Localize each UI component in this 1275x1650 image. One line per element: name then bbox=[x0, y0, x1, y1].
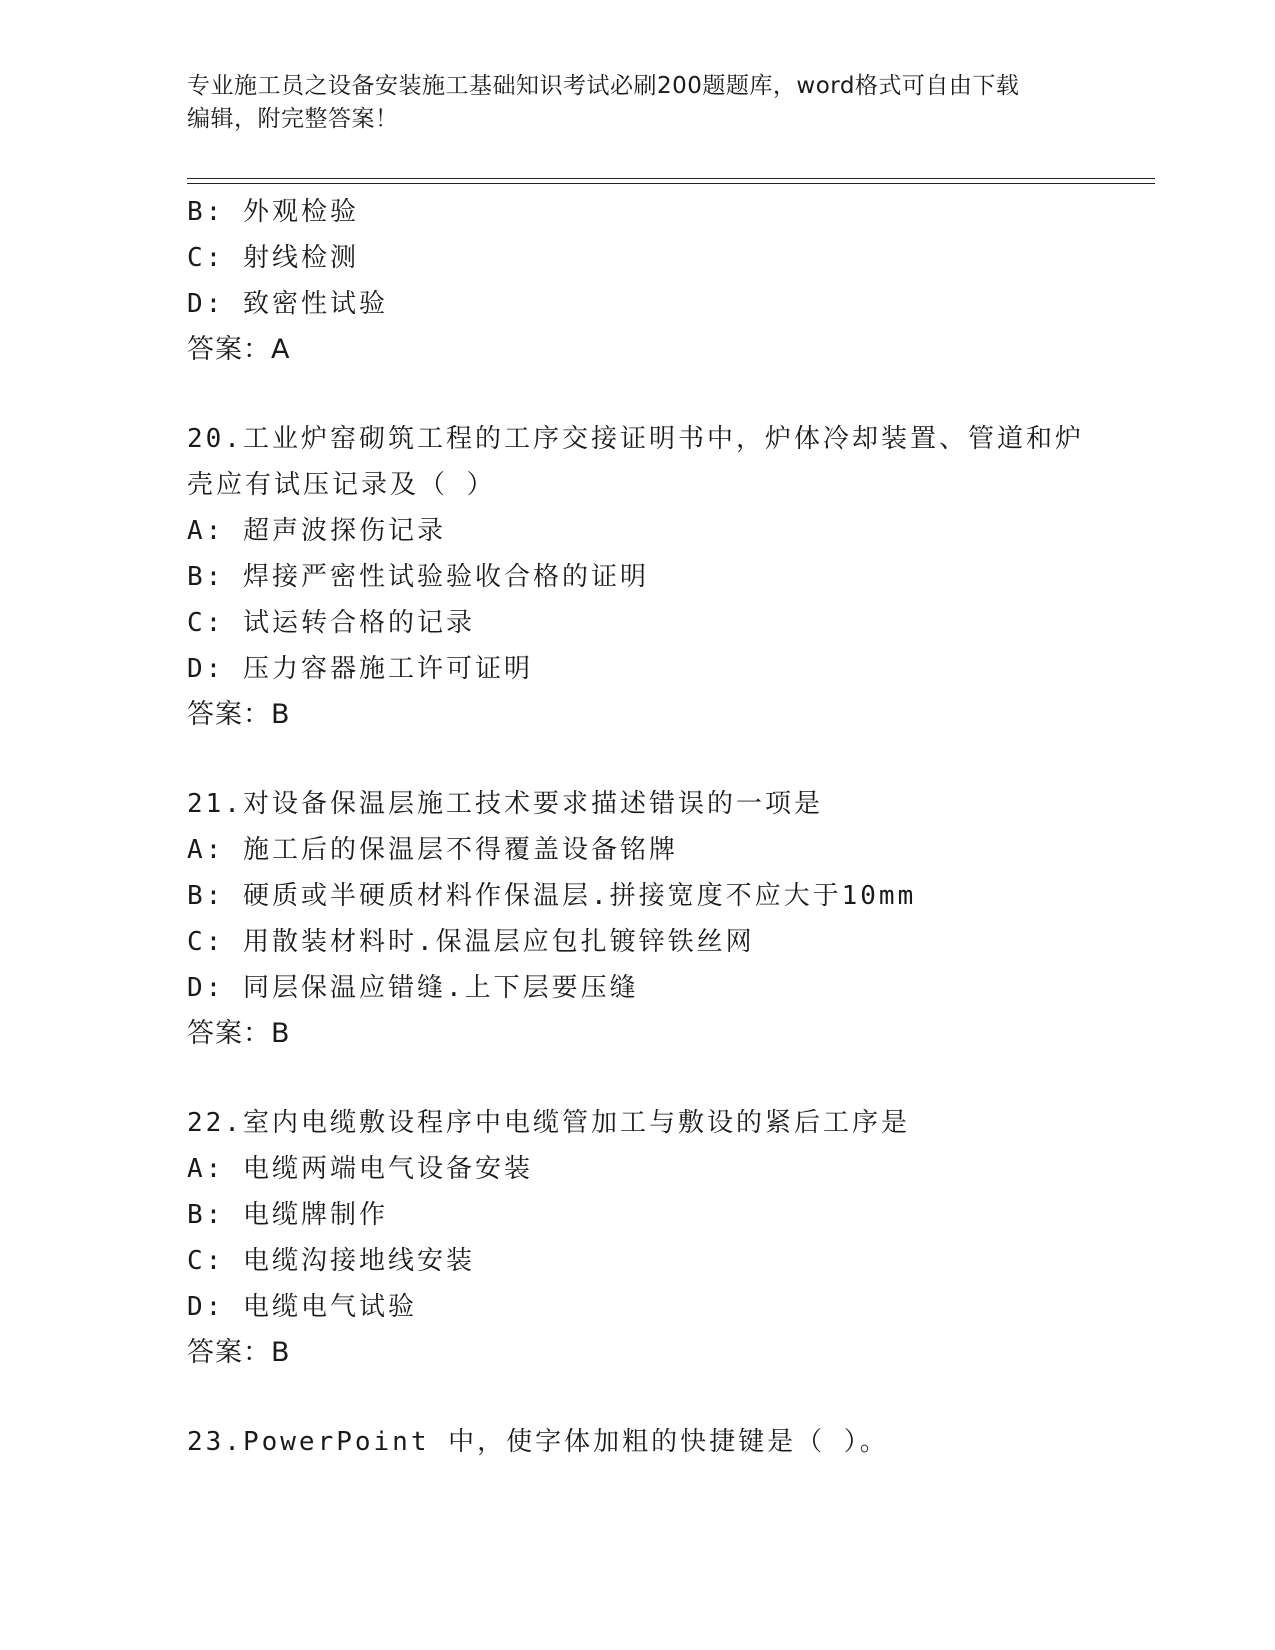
question-text: 23.PowerPoint 中，使字体加粗的快捷键是（ ）。 bbox=[187, 1427, 889, 1457]
answer: 答案：B bbox=[187, 699, 291, 730]
answer: 答案：B bbox=[187, 1018, 291, 1049]
question-text: 22.室内电缆敷设程序中电缆管加工与敷设的紧后工序是 bbox=[187, 1108, 910, 1138]
option-a: A: 电缆两端电气设备安装 bbox=[187, 1154, 533, 1184]
option-c: C: 射线检测 bbox=[187, 243, 359, 273]
question-text-line-2: 壳应有试压记录及（ ） bbox=[187, 470, 496, 500]
option-b: B: 硬质或半硬质材料作保温层.拼接宽度不应大于10mm bbox=[187, 881, 917, 911]
document-header bbox=[187, 70, 1087, 136]
option-c: C: 电缆沟接地线安装 bbox=[187, 1246, 475, 1276]
header-line-1: 专业施工员之设备安装施工基础知识考试必刷200题题库，word格式可自由下载 bbox=[187, 73, 1020, 99]
option-d: D: 同层保温应错缝.上下层要压缝 bbox=[187, 973, 639, 1003]
question-22-block bbox=[187, 1100, 1147, 1376]
question-text: 21.对设备保温层施工技术要求描述错误的一项是 bbox=[187, 789, 823, 819]
question-20-block bbox=[187, 416, 1147, 738]
header-divider-bottom bbox=[187, 183, 1155, 184]
answer: 答案：A bbox=[187, 334, 291, 365]
answer: 答案：B bbox=[187, 1337, 291, 1368]
option-b: B: 外观检验 bbox=[187, 197, 359, 227]
header-divider-top bbox=[187, 178, 1155, 179]
option-d: D: 压力容器施工许可证明 bbox=[187, 654, 533, 684]
option-b: B: 电缆牌制作 bbox=[187, 1200, 388, 1230]
question-23-block bbox=[187, 1419, 1147, 1465]
option-a: A: 超声波探伤记录 bbox=[187, 516, 446, 546]
header-line-2: 编辑，附完整答案！ bbox=[187, 106, 399, 132]
option-a: A: 施工后的保温层不得覆盖设备铭牌 bbox=[187, 835, 678, 865]
option-c: C: 试运转合格的记录 bbox=[187, 608, 475, 638]
question-21-block bbox=[187, 781, 1147, 1057]
option-c: C: 用散装材料时.保温层应包扎镀锌铁丝网 bbox=[187, 927, 755, 957]
option-d: D: 致密性试验 bbox=[187, 289, 388, 319]
question-19-block bbox=[187, 189, 1147, 373]
option-d: D: 电缆电气试验 bbox=[187, 1292, 417, 1322]
option-b: B: 焊接严密性试验验收合格的证明 bbox=[187, 562, 649, 592]
document-body bbox=[187, 189, 1147, 1465]
question-text-line-1: 20.工业炉窑砌筑工程的工序交接证明书中，炉体冷却装置、管道和炉 bbox=[187, 424, 1084, 454]
